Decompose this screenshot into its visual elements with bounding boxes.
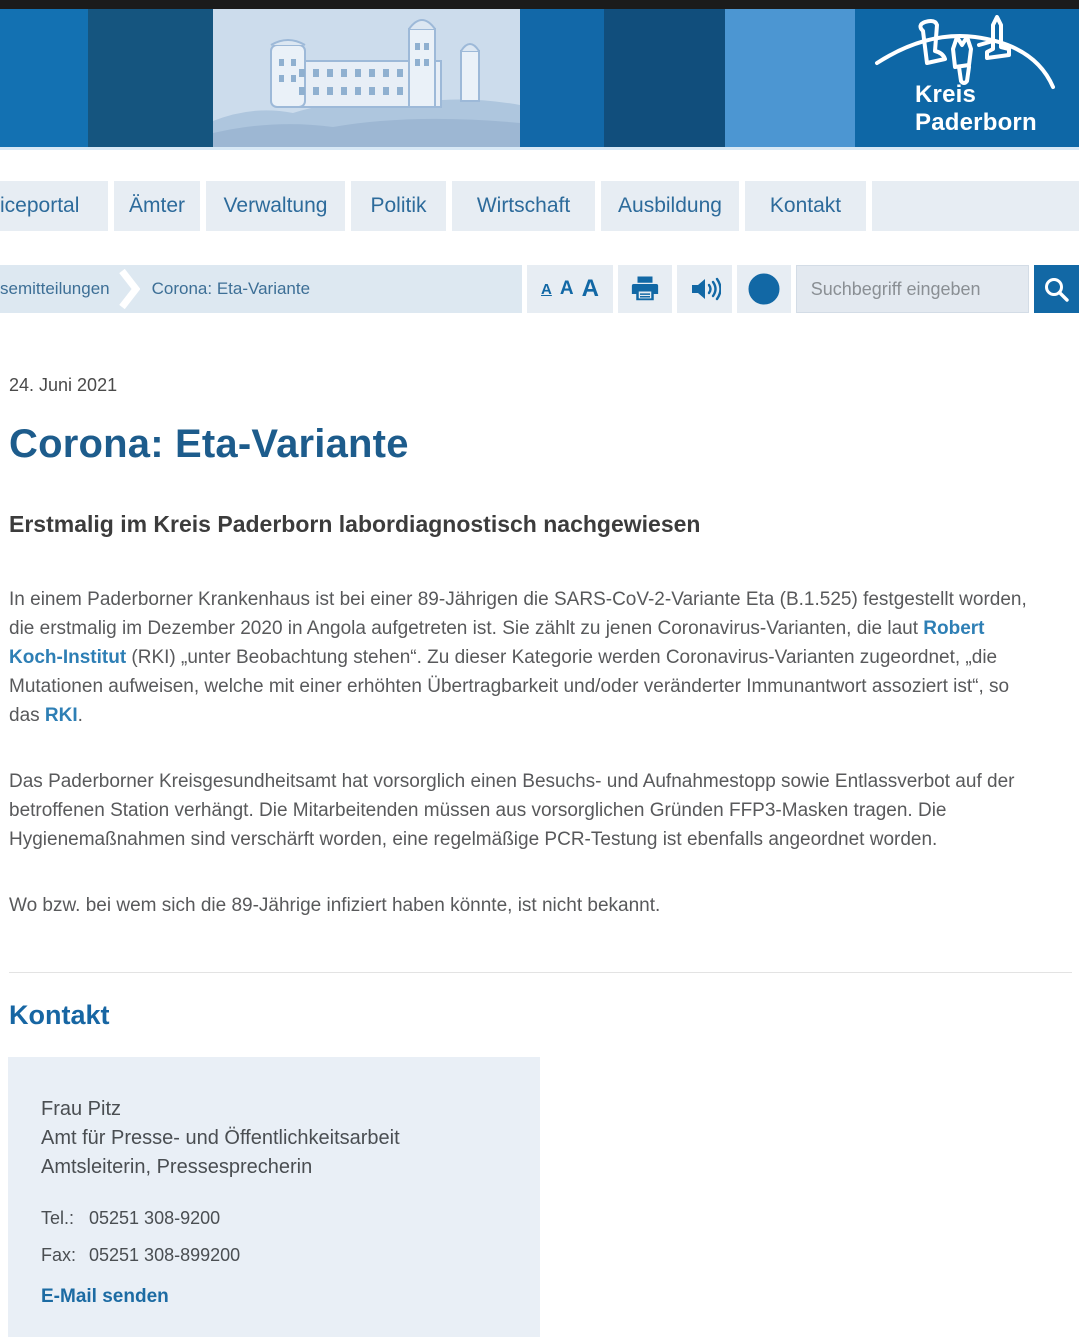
nav-item-aemter[interactable]: Ämter (114, 181, 200, 231)
font-size-controls[interactable] (527, 265, 614, 313)
fax-label: Fax: (41, 1245, 77, 1265)
logo-line1: Kreis (915, 81, 977, 108)
article-date: 24. Juni 2021 (9, 375, 118, 395)
contact-fax-row (41, 1245, 516, 1266)
breadcrumb (0, 265, 522, 313)
nav-item-politik[interactable]: Politik (351, 181, 446, 231)
font-size-small-button[interactable]: A (541, 280, 552, 298)
read-aloud-button[interactable] (677, 265, 731, 313)
contact-tel-row (41, 1208, 516, 1229)
font-size-medium-button[interactable]: A (559, 278, 574, 299)
hero-stripe-4 (604, 9, 725, 147)
header-hero (0, 9, 1079, 147)
audio-speaker-icon (689, 274, 721, 304)
contact-heading: Kontakt (9, 1000, 110, 1030)
print-button[interactable] (618, 265, 672, 313)
paragraph-1-text-c: . (77, 705, 83, 726)
main-navigation (0, 181, 1079, 231)
fax-value: 05251 308-899200 (89, 1245, 241, 1265)
nav-item-serviceportal[interactable]: iceportal (0, 181, 108, 231)
breadcrumb-toolbar-row (0, 265, 1079, 313)
castle-image (213, 9, 520, 147)
hero-stripe-1 (0, 9, 88, 147)
paragraph-1-text-b: (RKI) „unter Beobachtung stehen“. Zu dieser Kategorie werden Coronavirus-Varianten zugeordnet, „die Mutationen aufweisen, welche mit einer erhöhten Übertragbarkeit und/oder veränderter Immunantwort assoziert ist“, so das (9, 647, 1010, 726)
nav-item-ausbildung[interactable]: Ausbildung (601, 181, 739, 231)
nav-item-verwaltung[interactable]: Verwaltung (206, 181, 345, 231)
hero-stripe-2 (88, 9, 213, 147)
chevron-right-icon (118, 269, 140, 309)
contact-organisation: Amt für Presse- und Öffentlichkeitsarbeit (41, 1127, 400, 1149)
rki-short-link[interactable]: RKI (44, 705, 78, 726)
hero-stripe-5 (725, 9, 855, 147)
nav-item-wirtschaft[interactable]: Wirtschaft (452, 181, 595, 231)
paragraph-1-text-a: In einem Paderborner Krankenhaus ist bei einer 89-Jährigen die SARS-CoV-2-Variante Eta (B.1.525) festgestellt worden, die erstmalig im Dezember 2020 in Angola aufgetreten ist. Sie zählt zu jenen Coronavirus-Varianten, die laut (9, 589, 1027, 639)
paragraph-2: Das Paderborner Kreisgesundheitsamt hat vorsorglich einen Besuchs- und Aufnahmestopp sowie Entlassverbot auf der betroffenen Station verhängt. Die Mitarbeitenden müssen aus vorsorglichen Gründen FFP3-Masken tragen. Die Hygienemaßnahmen sind verschärft worden, eine regelmäßige PCR-Testung ist ebenfalls angeordnet worden. (9, 771, 1015, 850)
article-subtitle: Erstmalig im Kreis Paderborn labordiagnostisch nachgewiesen (9, 511, 701, 537)
rki-link[interactable]: Robert Koch-Institut (9, 618, 985, 668)
hero-stripe-3 (520, 9, 604, 147)
section-divider (9, 972, 1072, 973)
breadcrumb-current: Corona: Eta-Variante (151, 279, 311, 298)
contact-name: Frau Pitz (41, 1098, 122, 1120)
logo-line2: Paderborn (915, 109, 1037, 136)
font-size-large-button[interactable]: A (581, 275, 599, 302)
top-border-bar (0, 0, 1079, 9)
contact-role: Amtsleiterin, Pressesprecherin (41, 1156, 313, 1178)
contact-card (8, 1057, 540, 1337)
tel-label: Tel.: (41, 1208, 75, 1228)
paragraph-3: Wo bzw. bei wem sich die 89-Jährige infiziert haben könnte, ist nicht bekannt. (9, 895, 661, 916)
search-button[interactable] (1034, 265, 1079, 313)
print-icon (630, 274, 660, 304)
send-email-link[interactable]: E-Mail senden (41, 1286, 169, 1307)
article (0, 375, 1079, 920)
paragraph-1 (9, 585, 1039, 730)
logo-wordmark (915, 81, 1037, 137)
search-input[interactable] (796, 265, 1029, 313)
nav-item-kontakt[interactable]: Kontakt (745, 181, 866, 231)
nav-filler (872, 181, 1079, 231)
tel-value: 05251 308-9200 (89, 1208, 221, 1228)
search-icon (1043, 276, 1069, 302)
page-title: Corona: Eta-Variante (9, 422, 409, 466)
hero-underline (0, 147, 1079, 150)
kreis-paderborn-logo[interactable] (855, 9, 1079, 147)
contrast-icon (748, 273, 780, 305)
breadcrumb-parent[interactable]: semitteilungen (0, 279, 110, 298)
contrast-button[interactable] (737, 265, 791, 313)
